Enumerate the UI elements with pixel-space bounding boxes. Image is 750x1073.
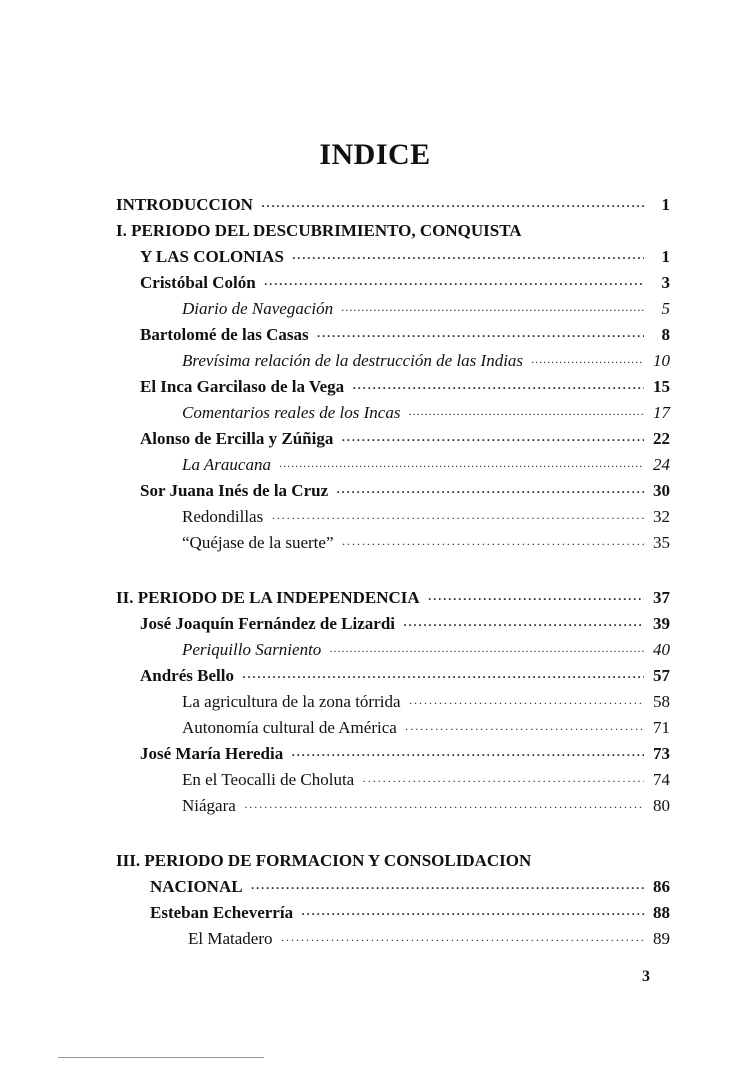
toc-entry-author: [140, 427, 670, 451]
toc-entry-label: Alonso de Ercilla y Zúñiga: [140, 429, 334, 448]
toc-entry-author: [150, 901, 670, 925]
toc-entry-work: [182, 531, 670, 555]
dot-leader: [409, 691, 644, 715]
toc-entry-label: Periquillo Sarniento: [182, 640, 322, 659]
toc-entry-work: [182, 297, 670, 321]
dot-leader: [291, 743, 644, 767]
toc-entry-author: [140, 479, 670, 503]
toc-entry-work: [188, 927, 670, 951]
toc-entry-label: Sor Juana Inés de la Cruz: [140, 481, 329, 500]
toc-entry-page: 32: [653, 507, 670, 526]
dot-leader: [292, 246, 644, 270]
dot-leader: [261, 194, 644, 218]
toc-entry-introduccion: [116, 193, 670, 217]
toc-entry-page: 86: [653, 877, 670, 896]
toc-entry-work: [182, 638, 670, 662]
toc-entry-page: 1: [661, 247, 670, 266]
dot-leader: [264, 272, 644, 296]
toc-entry-work: [182, 505, 670, 529]
toc-entry-author: [140, 742, 670, 766]
toc-entry-page: 74: [653, 770, 670, 789]
page-title: INDICE: [319, 138, 431, 171]
toc-entry-work: [182, 453, 670, 477]
toc-entry-page: 10: [653, 351, 670, 370]
toc-entry-page: 58: [653, 692, 670, 711]
toc-entry-label: Bartolomé de las Casas: [140, 325, 309, 344]
dot-leader: [341, 298, 644, 322]
toc-entry-page: 39: [653, 614, 670, 633]
toc-entry-page: 37: [653, 588, 670, 607]
toc-entry-page: 71: [653, 718, 670, 737]
toc-entry-page: 88: [653, 903, 670, 922]
toc-entry-work: [182, 794, 670, 818]
dot-leader: [531, 350, 644, 374]
toc-entry-nacional: [150, 875, 670, 899]
toc-entry-label: Niágara: [182, 796, 236, 815]
dot-leader: [362, 769, 644, 793]
toc-entry-author: [140, 612, 670, 636]
toc-entry-colonias: [140, 245, 670, 269]
footer-rule: [58, 1057, 264, 1058]
dot-leader: [317, 324, 644, 348]
dot-leader: [336, 480, 644, 504]
toc-entry-label: José María Heredia: [140, 744, 284, 763]
toc-entry-author: [140, 323, 670, 347]
toc-entry-page: 35: [653, 533, 670, 552]
toc-entry-section-2: [116, 586, 670, 610]
toc-entry-page: 17: [653, 403, 670, 422]
toc-entry-page: 24: [653, 455, 670, 474]
toc-entry-label: Diario de Navegación: [182, 299, 334, 318]
toc-entry-work: [182, 401, 670, 425]
toc-entry-page: 57: [653, 666, 670, 685]
toc-entry-label: Comentarios reales de los Incas: [182, 403, 401, 422]
dot-leader: [281, 928, 645, 952]
dot-leader: [271, 506, 644, 530]
toc-entry-page: 5: [661, 299, 670, 318]
toc-entry-page: 89: [653, 929, 670, 948]
toc-entry-page: 73: [653, 744, 670, 763]
toc-entry-label: La Araucana: [182, 455, 271, 474]
toc-entry-work: [182, 349, 670, 373]
toc-entry-work: [182, 690, 670, 714]
dot-leader: [428, 587, 644, 611]
toc-entry-author: [140, 271, 670, 295]
dot-leader: [405, 717, 644, 741]
toc-entry-label: El Matadero: [188, 929, 273, 948]
page-number: 3: [642, 968, 650, 985]
toc-entry-page: 8: [661, 325, 670, 344]
toc-entry-label: Redondillas: [182, 507, 264, 526]
dot-leader: [244, 795, 644, 819]
dot-leader: [352, 376, 644, 400]
toc-entry-label: Andrés Bello: [140, 666, 234, 685]
toc-entry-work: [182, 716, 670, 740]
toc-entry-label: “Quéjase de la suerte”: [182, 533, 334, 552]
toc-entry-label: II. PERIODO DE LA INDEPENDENCIA: [116, 588, 420, 607]
toc-entry-page: 22: [653, 429, 670, 448]
toc-entry-author: [140, 664, 670, 688]
dot-leader: [251, 876, 644, 900]
toc-entry-label: Brevísima relación de la destrucción de las Indias: [182, 351, 524, 370]
dot-leader: [242, 665, 644, 689]
dot-leader: [408, 402, 644, 426]
toc-entry-label: Esteban Echeverría: [150, 903, 294, 922]
toc-entry-label: NACIONAL: [150, 877, 243, 896]
toc-entry-label: En el Teocalli de Choluta: [182, 770, 355, 789]
dot-leader: [342, 532, 645, 556]
toc-entry-label: Y LAS COLONIAS: [140, 247, 284, 266]
dot-leader: [301, 902, 644, 926]
toc-entry-label: La agricultura de la zona tórrida: [182, 692, 401, 711]
toc-entry-page: 15: [653, 377, 670, 396]
toc-entry-page: 1: [661, 195, 670, 214]
dot-leader: [329, 639, 644, 663]
toc-entry-page: 80: [653, 796, 670, 815]
toc-entry-page: 3: [661, 273, 670, 292]
section-heading-1: I. PERIODO DEL DESCUBRIMIENTO, CONQUISTA: [116, 221, 522, 240]
toc-entry-author: [140, 375, 670, 399]
dot-leader: [403, 613, 644, 637]
section-heading-3: III. PERIODO DE FORMACION Y CONSOLIDACION: [116, 851, 532, 870]
toc-entry-label: Autonomía cultural de América: [182, 718, 397, 737]
toc-entry-label: Cristóbal Colón: [140, 273, 256, 292]
toc-entry-page: 30: [653, 481, 670, 500]
toc-entry-label: José Joaquín Fernández de Lizardi: [140, 614, 396, 633]
dot-leader: [341, 428, 644, 452]
toc-entry-label: El Inca Garcilaso de la Vega: [140, 377, 345, 396]
toc-entry-label: INTRODUCCION: [116, 195, 253, 214]
toc-entry-work: [182, 768, 670, 792]
dot-leader: [279, 454, 644, 478]
toc-entry-page: 40: [653, 640, 670, 659]
